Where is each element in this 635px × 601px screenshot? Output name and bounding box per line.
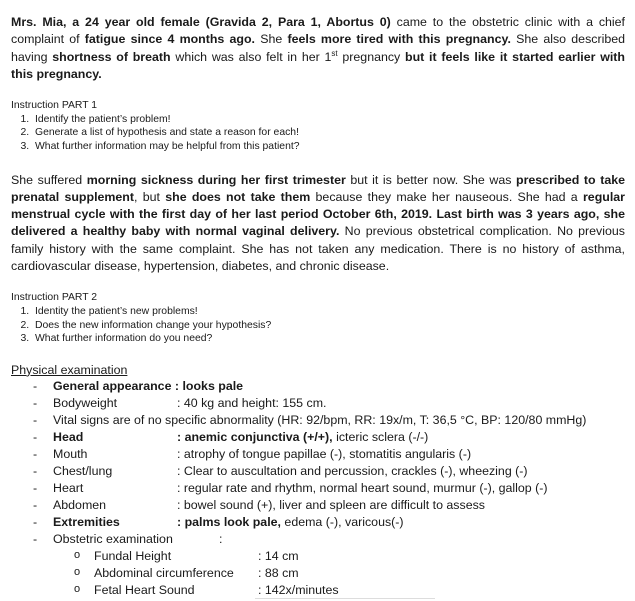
exam-abdomen <box>11 497 625 514</box>
exam-value: : bowel sound (+), liver and spleen are difficult to assess <box>177 497 485 512</box>
text-run: She also described having <box>11 32 626 64</box>
text-run: st <box>331 48 338 58</box>
instruction-item: 2. Generate a list of hypothesis and state a reason for each! <box>32 126 625 140</box>
text-run: She <box>255 32 288 47</box>
exam-label: Mouth <box>53 446 88 461</box>
exam-obstetric <box>11 531 625 548</box>
instruction-item: 2. Does the new information change your hypothesis? <box>32 319 625 333</box>
exam-heart <box>11 480 625 497</box>
physical-exam-list <box>11 378 625 548</box>
obstetric-sublist <box>11 548 625 599</box>
obstetric-item <box>11 582 625 599</box>
obstetric-label: Fetal Heart Sound <box>94 582 195 597</box>
text-run: which was also felt in her 1 <box>170 49 332 64</box>
exam-label: Extremities <box>53 514 120 529</box>
text-run: She suffered <box>11 172 87 187</box>
physical-exam-title: Physical examination <box>11 362 128 377</box>
text-run: because they make her nauseous. She had a <box>310 189 583 204</box>
exam-label: Chest/lung <box>53 463 113 478</box>
exam-value: : 40 kg and height: 155 cm. <box>177 395 327 410</box>
obstetric-item <box>11 565 625 582</box>
text-run: came to the obstetric clinic with a chief complaint of <box>11 15 625 47</box>
case-document <box>11 14 625 599</box>
exam-value: : Clear to auscultation and percussion, crackles (-), wheezing (-) <box>177 463 528 478</box>
exam-bodyweight <box>11 395 625 412</box>
exam-value: edema (-), varicous(-) <box>280 514 404 529</box>
text-run: , but <box>134 189 166 204</box>
exam-value: icteric sclera (-/-) <box>332 429 429 444</box>
obstetric-item <box>11 548 625 565</box>
text-run: pregnancy <box>337 49 406 64</box>
instruction-item: 3. What further information may be helpful from this patient? <box>32 140 625 154</box>
instruction-part-2-heading: Instruction PART 2 <box>11 292 98 304</box>
exam-value-bold: : palms look pale, <box>177 514 281 529</box>
exam-label: Heart <box>53 480 84 495</box>
instruction-part-2 <box>11 291 625 345</box>
exam-vitals-text: Vital signs are of no specific abnormality (HR: 92/bpm, RR: 19x/m, T: 36,5 °C, BP: 120/80 mmHg) <box>53 412 587 427</box>
exam-value: : atrophy of tongue papillae (-), stomatitis angularis (-) <box>177 446 472 461</box>
footer-rule <box>255 598 435 599</box>
exam-general <box>11 378 625 395</box>
exam-general-text: General appearance : looks pale <box>53 378 244 393</box>
exam-mouth <box>11 446 625 463</box>
text-run: morning sickness during her first trimester <box>86 172 346 187</box>
exam-chest <box>11 463 625 480</box>
obstetric-value: : 88 cm <box>258 565 299 580</box>
exam-value-bold: : anemic conjunctiva (+/+), <box>177 429 333 444</box>
exam-vitals <box>11 412 625 429</box>
text-run: but it is better now. She was <box>345 172 516 187</box>
obstetric-label: Fundal Height <box>94 548 172 563</box>
case-paragraph-2 <box>11 172 625 276</box>
exam-colon: : <box>219 531 223 546</box>
text-run: she does not take them <box>165 189 311 204</box>
exam-label: Obstetric examination <box>53 531 173 546</box>
instruction-item: 1. Identity the patient’s new problems! <box>32 305 625 319</box>
text-run: regular menstrual cycle with the first day of her last period October 6th, 2019. Last birth was 3 years ago, she delivered a healthy baby with normal vaginal delivery. <box>11 189 625 239</box>
obstetric-value: : 142x/minutes <box>258 582 339 597</box>
text-run: feels more tired with this pregnancy. <box>287 32 511 47</box>
exam-extremities <box>11 514 625 531</box>
exam-label: Head <box>53 429 84 444</box>
instruction-part-1-heading: Instruction PART 1 <box>11 100 98 112</box>
instruction-item: 1. Identify the patient’s problem! <box>32 113 625 127</box>
exam-label: Abdomen <box>53 497 107 512</box>
exam-value: : regular rate and rhythm, normal heart sound, murmur (-), gallop (-) <box>177 480 548 495</box>
text-run: prescribed to take prenatal supplement <box>11 172 625 204</box>
exam-head <box>11 429 625 446</box>
case-paragraph-1 <box>11 14 625 83</box>
text-run: Mrs. Mia, a 24 year old female (Gravida 2, Para 1, Abortus 0) <box>11 15 391 29</box>
text-run: No previous obstetrical complication. No previous family history with the same complaint. She has not taken any medication. There is no history of asthma, cardiovascular disease, hypertension, diabetes, and chronic disease. <box>11 224 625 274</box>
text-run: shortness of breath <box>52 49 171 64</box>
text-run: but it feels like it started earlier with this pregnancy. <box>11 49 626 81</box>
text-run: fatigue since 4 months ago. <box>84 32 256 47</box>
instruction-item: 3. What further information do you need? <box>32 332 625 346</box>
obstetric-value: : 14 cm <box>258 548 299 563</box>
exam-label: Bodyweight <box>53 395 118 410</box>
instruction-part-1 <box>11 99 625 153</box>
obstetric-label: Abdominal circumference <box>94 565 234 580</box>
